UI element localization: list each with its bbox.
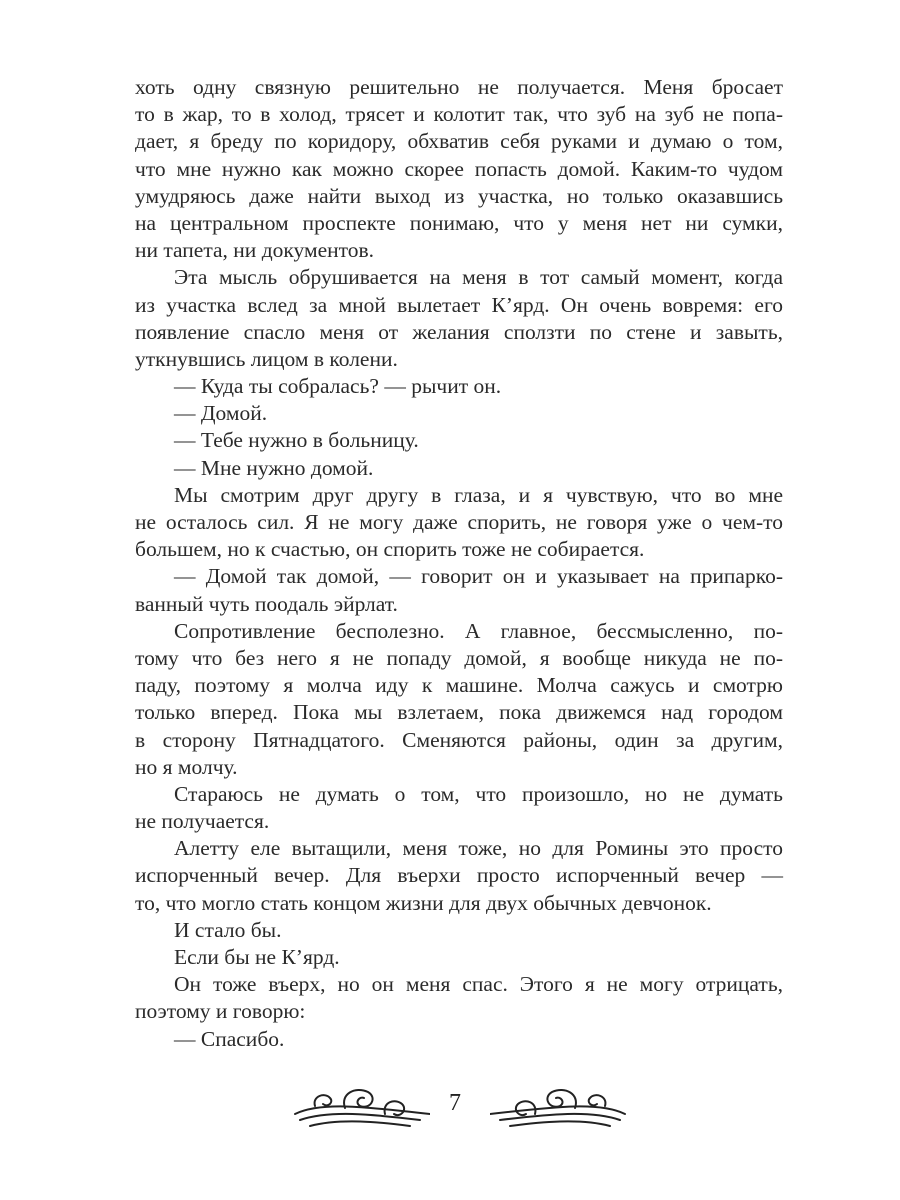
text-line: — Домой так домой, — говорит он и указывает на припарко- [174, 564, 783, 589]
text-line: на центральном проспекте понимаю, что у меня нет ни сумки, [135, 210, 783, 235]
text-line: — Спасибо. [174, 1026, 285, 1051]
text-line: тому что без него я не попаду домой, я вообще никуда не по- [135, 645, 783, 670]
text-line: Он тоже въерх, но он меня спас. Этого я не могу отрицать, [174, 972, 783, 997]
text-line: Мы смотрим друг другу в глаза, и я чувствую, что во мне [174, 482, 783, 507]
paragraph [135, 482, 783, 564]
paragraph [135, 373, 783, 400]
text-line: не получается. [135, 809, 270, 834]
text-line: но я молчу. [135, 754, 238, 779]
text-line: только вперед. Пока мы взлетаем, пока движемся над городом [135, 700, 783, 725]
page-number: 7 [449, 1090, 461, 1116]
text-line: то, что могло стать концом жизни для двух обычных девчонок. [135, 890, 712, 915]
paragraph [135, 74, 783, 264]
paragraph [135, 264, 783, 373]
paragraph [135, 427, 783, 454]
text-line: Если бы не К’ярд. [174, 945, 340, 969]
paragraph [135, 944, 783, 971]
paragraph [135, 781, 783, 835]
text-line: уткнувшись лицом в колени. [135, 346, 398, 371]
text-line: что мне нужно как можно скорее попасть домой. Каким-то чудом [135, 156, 783, 181]
text-line: появление спасло меня от желания сползти по стене и завыть, [135, 319, 783, 344]
text-line: дает, я бреду по коридору, обхватив себя руками и думаю о том, [135, 129, 783, 154]
paragraph [135, 971, 783, 1025]
text-line: ни тапета, ни документов. [135, 238, 375, 263]
paragraph [135, 835, 783, 917]
text-line: — Мне нужно домой. [174, 455, 374, 480]
paragraph [135, 1026, 783, 1053]
text-line: умудряюсь даже найти выход из участка, но только оказавшись [135, 183, 783, 208]
text-line: паду, поэтому я молча иду к машине. Молча сажусь и смотрю [135, 673, 783, 698]
page-footer [0, 1080, 900, 1140]
paragraph [135, 400, 783, 427]
body-text [135, 74, 783, 1053]
text-line: — Тебе нужно в больницу. [174, 428, 419, 453]
text-line: Сопротивление бесполезно. А главное, бессмысленно, по- [174, 618, 783, 643]
text-line: — Куда ты собралась? — рычит он. [174, 374, 502, 399]
text-line: то в жар, то в холод, трясет и колотит так, что зуб на зуб не попа- [135, 102, 783, 127]
text-line: в сторону Пятнадцатого. Сменяются районы, один за другим, [135, 727, 783, 752]
text-line: испорченный вечер. Для въерхи просто испорченный вечер — [135, 863, 783, 888]
text-line: из участка вслед за мной вылетает К’ярд. Он очень вовремя: его [135, 292, 783, 317]
text-line: Стараюсь не думать о том, что произошло, но не думать [174, 781, 783, 806]
text-line: хоть одну связную решительно не получается. Меня бросает [135, 75, 783, 99]
text-line: И стало бы. [174, 917, 282, 942]
text-line: большем, но к счастью, он спорить тоже не собирается. [135, 537, 645, 562]
text-line: Алетту еле вытащили, меня тоже, но для Ромины это просто [174, 836, 783, 861]
text-line: Эта мысль обрушивается на меня в тот самый момент, когда [174, 265, 783, 290]
text-line: не осталось сил. Я не могу даже спорить, не говоря уже о чем-то [135, 510, 783, 534]
wave-ornament-right-icon [490, 1084, 630, 1134]
wave-ornament-left-icon [290, 1084, 430, 1134]
text-line: ванный чуть поодаль эйрлат. [135, 591, 398, 616]
paragraph [135, 618, 783, 781]
text-line: — Домой. [174, 401, 268, 426]
paragraph [135, 563, 783, 617]
paragraph [135, 917, 783, 944]
paragraph [135, 455, 783, 482]
text-line: поэтому и говорю: [135, 999, 306, 1024]
